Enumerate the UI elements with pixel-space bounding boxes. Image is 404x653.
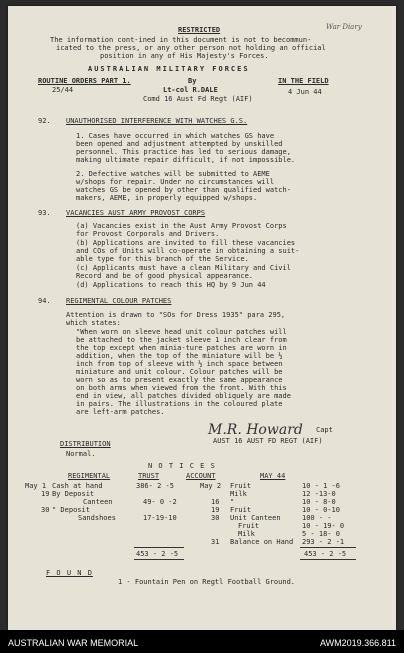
restricted-heading: RESTRICTED	[178, 26, 221, 34]
row-item: Sandshoes	[78, 514, 116, 522]
section-line: (c) Applicants must have a clean Military and Civil	[76, 264, 291, 272]
section-line: (b) Applications are invited to fill these vacancies	[76, 239, 296, 247]
row-item: Fruit	[230, 506, 252, 514]
section-line: (a) Vacancies exist in the Aust Army Provost Corps	[76, 222, 287, 230]
row-date: May 1	[25, 482, 47, 490]
row-item: " Deposit	[52, 506, 90, 514]
row-amount: 17-19-10	[143, 514, 177, 522]
row-item: Fruit	[238, 522, 260, 530]
section-line: "When worn on sleeve head unit colour patches will	[76, 328, 287, 336]
signature-script: M.R. Howard	[208, 422, 303, 438]
row-amount: 10 - 0-10	[302, 506, 340, 514]
section-title: UNAUTHORISED INTERFERENCE WITH WATCHES G.S.	[66, 117, 248, 125]
row-date: 30	[41, 506, 50, 514]
section-number: 94.	[38, 297, 51, 305]
row-item: Fruit	[230, 482, 252, 490]
total-rule	[300, 547, 356, 548]
row-item: Cash at hand	[52, 482, 103, 490]
section-line: watches GS be opened by other than qualified watch-	[76, 186, 291, 194]
row-item: Canteen	[83, 498, 113, 506]
section-line: for Provost Corporals and Drivers.	[76, 230, 220, 238]
row-amount: 10 - 19- 0	[302, 522, 345, 530]
row-amount: 10 - 1 -6	[302, 482, 340, 490]
order-number: 25/44	[52, 86, 74, 94]
document-page	[8, 6, 396, 630]
row-item: Unit Canteen	[230, 514, 281, 522]
notices-title: N O T I C E S	[148, 462, 216, 470]
row-item: "	[230, 498, 235, 506]
row-amount: 12 -13-0	[302, 490, 336, 498]
order-date: 4 Jun 44	[288, 88, 322, 96]
row-item: By Deposit	[52, 490, 95, 498]
section-line: on both arms when viewed from the front. With this	[76, 384, 287, 392]
section-line: end in view, all patches divided obliquely are made	[76, 392, 291, 400]
section-line: and COs of Units will co-operate in obtaining a suit-	[76, 247, 300, 255]
row-date: 19	[211, 506, 220, 514]
heading-month: MAY 44	[260, 472, 286, 480]
row-item: Milk	[238, 530, 255, 538]
footer-reference: AWM2019.366.811	[319, 638, 396, 648]
section-line: be attached to the jacket sleeve 1 inch clear from	[76, 336, 287, 344]
section-line: which states:	[66, 319, 121, 327]
row-date: 16	[211, 498, 220, 506]
section-line: the top except when minia-ture patches are worn in	[76, 344, 287, 352]
force-title: AUSTRALIAN MILITARY FORCES	[88, 65, 250, 73]
total-rule	[300, 559, 356, 560]
section-number: 93.	[38, 209, 51, 217]
handwritten-note: War Diary	[326, 23, 362, 31]
section-line: w/shops for repair. Under no circumstances will	[76, 178, 275, 186]
heading-regimental: REGIMENTAL	[68, 472, 111, 480]
section-line: inch from top of sleeve with ½ inch space between	[76, 360, 283, 368]
section-line: (d) Applications to reach this HQ by 9 Jun 44	[76, 281, 266, 289]
signature-unit: AUST 16 AUST FD REGT (AIF)	[213, 437, 323, 445]
distribution-value: Normal.	[66, 450, 96, 458]
section-line: worn so as to present exactly the same appearance	[76, 376, 283, 384]
section-line: are left-arm patches.	[76, 408, 165, 416]
section-line: addition, when the top of the miniature will be ½	[76, 352, 283, 360]
section-line: makers, AEME, in properly equipped w/shops.	[76, 194, 258, 202]
distribution-label: DISTRIBUTION	[60, 440, 111, 448]
section-line: personnel. This practice has led to serious damage,	[76, 148, 291, 156]
section-line: making ultimate repair difficult, if not impossible.	[76, 156, 296, 164]
section-line: 1. Cases have occurred in which watches GS have	[76, 132, 275, 140]
notice-line: icated to the press, or any other person not holding an official	[56, 44, 326, 52]
total-left: 453 - 2 -5	[136, 550, 179, 558]
total-rule	[134, 559, 184, 560]
section-line: 2. Defective watches will be submitted to AEME	[76, 170, 270, 178]
section-line: Record and be of good physical appearance.	[76, 272, 254, 280]
routine-orders: ROUTINE ORDERS PART 1.	[38, 77, 131, 85]
officer-name: Lt-col R.DALE	[163, 86, 218, 94]
command: Comd 16 Aust Fd Regt (AIF)	[143, 95, 253, 103]
row-item: Balance on Hand	[230, 538, 294, 546]
section-title: VACANCIES AUST ARMY PROVOST CORPS	[66, 209, 206, 217]
total-rule	[134, 547, 184, 548]
section-line: able type for this branch of the Service.	[76, 255, 249, 263]
row-amount: 49- 0 -2	[143, 498, 177, 506]
section-title: REGIMENTAL COLOUR PATCHES	[66, 297, 172, 305]
row-date: 30	[211, 514, 220, 522]
section-line: miniature and unit colour. Colour patches will be	[76, 368, 283, 376]
by-label: By	[188, 77, 197, 85]
row-amount: 10 - 8-0	[302, 498, 336, 506]
total-right: 453 - 2 -5	[304, 550, 347, 558]
in-the-field: IN THE FIELD	[278, 77, 329, 85]
section-number: 92.	[38, 117, 51, 125]
heading-trust: TRUST	[138, 472, 160, 480]
row-date: 19	[41, 490, 50, 498]
section-line: Attention is drawn to "SOs for Dress 1935" para 295,	[66, 311, 286, 319]
footer-institution: AUSTRALIAN WAR MEMORIAL	[8, 638, 139, 648]
row-date: 31	[211, 538, 220, 546]
section-line: been opened and adjustment attempted by unskilled	[76, 140, 283, 148]
section-line: in pairs. The illustrations in the coloured plate	[76, 400, 283, 408]
row-amount: 100 - -	[302, 514, 332, 522]
found-label: F O U N D	[46, 569, 93, 577]
heading-account: ACCOUNT	[186, 472, 216, 480]
row-date: May 2	[200, 482, 222, 490]
row-amount: 5 - 18- 0	[302, 530, 340, 538]
signature-rank: Capt	[316, 426, 333, 434]
notice-line: The information cont-ined in this document is not to becommun-	[50, 36, 312, 44]
row-amount: 293 - 2 -1	[302, 538, 345, 546]
row-item: Milk	[230, 490, 247, 498]
archive-footer	[0, 630, 404, 653]
row-amount: 386- 2 -5	[136, 482, 174, 490]
found-text: 1 - Fountain Pen on Regtl Football Ground.	[118, 578, 296, 586]
notice-line: position in any of His Majesty's Forces.	[100, 52, 269, 60]
